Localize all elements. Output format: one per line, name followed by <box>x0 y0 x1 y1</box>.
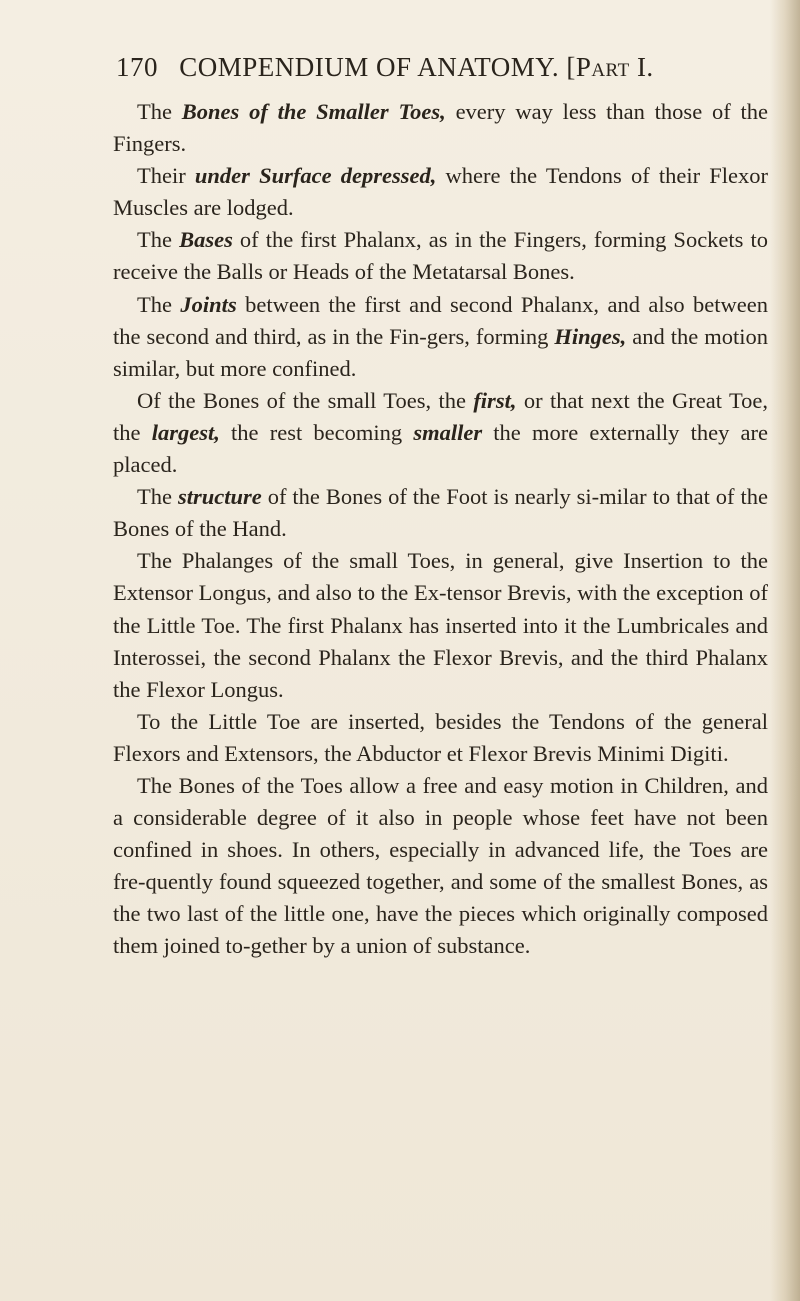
emphasized-text: Joints <box>180 291 237 317</box>
text-run: Their <box>137 163 195 189</box>
text-run: The <box>137 291 181 317</box>
running-title: COMPENDIUM OF ANATOMY. <box>179 52 560 82</box>
text-run: The Phalanges of the small Toes, in general, give Insertion to the Extensor Longus, and also to the Ex-tensor Brevis, with the exception of the Little Toe. The first Phalanx has inserted into it the Lumbricales and Interossei, the second Phalanx the Flexor Brevis, and the third Phalanx the Flexor Longus. <box>113 548 768 702</box>
emphasized-text: structure <box>177 484 262 510</box>
emphasized-text: Bones of the Smaller Toes, <box>181 99 446 124</box>
emphasized-text: first, <box>473 387 517 413</box>
text-run: The <box>137 99 182 124</box>
page-number: 170 <box>116 52 158 82</box>
paragraph <box>113 224 768 288</box>
text-run: Of the Bones of the small Toes, the <box>137 387 474 413</box>
paragraph <box>113 385 768 481</box>
emphasized-text: under Surface depressed, <box>194 163 437 189</box>
running-head <box>116 52 776 83</box>
text-run: The <box>137 484 178 510</box>
paragraph <box>113 481 768 545</box>
emphasized-text: Bases <box>179 227 233 253</box>
text-run: of the first Phalanx, as in the Fingers, forming Sockets to receive the Balls or Heads of the Metatarsal Bones. <box>113 227 768 285</box>
paragraph <box>113 160 768 224</box>
text-run: and the motion similar, but more confined. <box>113 323 768 381</box>
text-run: between the first and second Phalanx, and also between the second and third, as in the Fin-gers, forming <box>113 291 769 349</box>
body-text <box>113 96 768 963</box>
text-run: The Bones of the Toes allow a free and easy motion in Children, and a considerable degree of it also in people whose feet have not been confined in shoes. In others, especially in advanced life, the Toes are fre-quently found squeezed together, and some of the smallest Bones, as the two last of the little one, have the pieces which originally composed them joined to-gether by a union of substance. <box>113 772 768 959</box>
paragraph <box>113 96 768 160</box>
text-run: of the Bones of the Foot is nearly si-milar to that of the Bones of the Hand. <box>113 484 768 542</box>
text-run: the more externally they are placed. <box>113 419 768 478</box>
text-run: the rest becoming <box>219 419 414 445</box>
emphasized-text: largest, <box>151 419 220 445</box>
text-run: every way less than those of the Fingers. <box>113 99 768 157</box>
emphasized-text: smaller <box>413 419 483 445</box>
paragraph <box>113 770 768 963</box>
paragraph <box>113 545 768 705</box>
text-run: or that next the Great Toe, the <box>113 387 768 445</box>
text-run: The <box>137 227 180 253</box>
paragraph <box>113 289 768 385</box>
paragraph <box>113 706 768 770</box>
emphasized-text: Hinges, <box>554 323 627 349</box>
part-label: [Part I. <box>566 52 654 82</box>
text-run: To the Little Toe are inserted, besides the Tendons of the general Flexors and Extensors, the Abductor et Flexor Brevis Minimi Digiti. <box>113 708 768 766</box>
text-run: where the Tendons of their Flexor Muscles are lodged. <box>113 163 768 221</box>
